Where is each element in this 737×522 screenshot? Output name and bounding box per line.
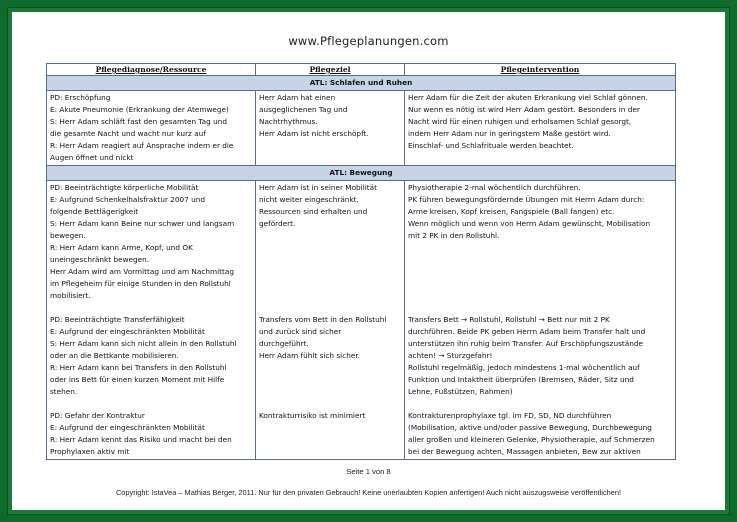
blank-line — [408, 302, 672, 314]
cell-line: ausgeglichenen Tag und — [259, 105, 348, 114]
cell-line: bei der Bewegung achten, Massagen anbieten, Bew zur aktiven — [408, 447, 641, 456]
cell-line: oder an die Bettkante mobilisieren. — [50, 351, 179, 360]
blank-line — [259, 278, 401, 290]
cell-line: Nachtrhythmus. — [259, 117, 318, 126]
page-number: Seite 1 von 8 — [346, 467, 391, 476]
cell-line: R: Herr Adam kann bei Transfers in den Rollstuhl — [50, 363, 227, 372]
cell-line: Herr Adam fühlt sich sicher. — [259, 351, 360, 360]
section-title: ATL: Schlafen und Ruhen — [47, 76, 676, 91]
site-url: www.Pflegeplanungen.com — [288, 34, 449, 48]
cell-line: S: Herr Adam schläft fast den gesamten Tag und — [50, 117, 227, 126]
cell-line: Prophylaxen aktiv mit — [50, 447, 130, 456]
copyright-notice: Copyright: IstaVea – Mathias Berger, 2011. Nur für den privaten Gebrauch! Keine unerlaubten Kopien anfertigen! Auch nicht auszugsweise veröffentlichen! — [115, 488, 622, 497]
cell-line: Nur wenn es nötig ist wird Herr Adam gestört. Besonders in der — [408, 105, 640, 114]
cell-line: Arme kreisen, Kopf kreisen, Fangspiele (Ball fangen) etc. — [408, 207, 615, 216]
cell-line: und zurück sind sicher — [259, 327, 342, 336]
blank-line — [50, 398, 252, 410]
cell-line: S: Herr Adam kann Beine nur schwer und langsam — [50, 219, 235, 228]
cell-line: Transfers vom Bett in den Rollstuhl — [259, 315, 387, 324]
cell-line: stehen. — [50, 387, 78, 396]
cell-line: R: Herr Adam kennt das Risiko und macht bei den — [50, 435, 232, 444]
blank-line — [259, 386, 401, 398]
blank-line — [50, 302, 252, 314]
cell-line: E: Aufgrund der eingeschränkten Mobilität — [50, 327, 205, 336]
table-header-row — [47, 64, 676, 76]
cell-line: oder ins Bett für einen kurzen Moment mit Hilfe — [50, 375, 225, 384]
cell-line: uneingeschränkt bewegen. — [50, 255, 150, 264]
cell-line: Transfers Bett → Rollstuhl, Rollstuhl → Bett nur mit 2 PK — [408, 315, 610, 324]
cell-line: Augen öffnet und nickt — [50, 153, 134, 162]
cell-line: achten! → Sturzgefahr! — [408, 351, 493, 360]
blank-line — [259, 266, 401, 278]
cell-diagnose — [47, 91, 256, 166]
cell-line: E: Aufgrund Schenkelhalsfraktur 2007 und — [50, 195, 206, 204]
cell-line: PK führen bewegungsfördernde Übungen mit Herrn Adam durch: — [408, 195, 645, 204]
cell-line: mit 2 PK in den Rollstuhl. — [408, 231, 500, 240]
cell-line: PD: Beeinträchtigte Transferfähigkeit — [50, 315, 185, 324]
cell-line: PD: Erschöpfung — [50, 93, 111, 102]
cell-line: R: Herr Adam kann Arme, Kopf, und OK — [50, 243, 193, 252]
cell-line: PD: Gefahr der Kontraktur — [50, 411, 145, 420]
cell-line: R: Herr Adam reagiert auf Ansprache indem er die — [50, 141, 234, 150]
cell-line: durchgeführt. — [259, 339, 309, 348]
cell-diagnose — [47, 181, 256, 460]
blank-line — [408, 290, 672, 302]
cell-ziel — [256, 181, 405, 460]
cell-intervention — [405, 181, 676, 460]
cell-line: E: Aufgrund der eingeschränkten Mobilität — [50, 423, 205, 432]
header-ziel: Pflegeziel — [256, 64, 405, 76]
cell-line: Lehne, Fußstützen, Rahmen) — [408, 387, 513, 396]
cell-line: Herr Adam ist nicht erschöpft. — [259, 129, 369, 138]
section-title: ATL: Bewegung — [47, 166, 676, 181]
cell-line: S: Herr Adam kann sich nicht allein in den Rollstuhl — [50, 339, 237, 348]
cell-line: Rollstuhl regelmäßig, jedoch mindestens 1-mal wöchentlich auf — [408, 363, 640, 372]
cell-line: Einschlaf- und Schlafrituale werden beachtet. — [408, 141, 574, 150]
blank-line — [408, 398, 672, 410]
cell-line: Herr Adam ist in seiner Mobilität — [259, 183, 377, 192]
cell-line: (Mobilisation, aktive und/oder passive Bewegung, Durchbewegung — [408, 423, 652, 432]
cell-line: Herr Adam wird am Vormittag und am Nachmittag — [50, 267, 234, 276]
header-intervention: Pflegeintervention — [405, 64, 676, 76]
cell-line: E: Akute Pneumonie (Erkrankung der Atemwege) — [50, 105, 229, 114]
cell-line: gefördert. — [259, 219, 296, 228]
cell-line: die gesamte Nacht und wacht nur kurz auf — [50, 129, 206, 138]
blank-line — [259, 290, 401, 302]
table-row — [47, 181, 676, 460]
cell-line: folgende Bettlägerigkeit — [50, 207, 139, 216]
cell-line: indem Herr Adam nur in geringstem Maße gestört wird. — [408, 129, 611, 138]
cell-intervention — [405, 91, 676, 166]
document-page — [12, 12, 725, 510]
cell-line: PD: Beeinträchtigte körperliche Mobilität — [50, 183, 199, 192]
blank-line — [259, 374, 401, 386]
cell-line: Herr Adam hat einen — [259, 93, 336, 102]
section-header-row — [47, 76, 676, 91]
cell-line: Kontrakturrisiko ist minimiert — [259, 411, 366, 420]
cell-line: Physiotherapie 2-mal wöchentlich durchführen. — [408, 183, 581, 192]
blank-line — [408, 266, 672, 278]
blank-line — [259, 242, 401, 254]
cell-line: Nacht wird für einen ruhigen und erholsamen Schlaf gesorgt, — [408, 117, 632, 126]
cell-ziel — [256, 91, 405, 166]
cell-line: unterstützen ihn ruhig beim Transfer. Auf Erschöpfungszustände — [408, 339, 643, 348]
cell-line: aller großen und kleineren Gelenke, Physiotherapie, auf Schmerzen — [408, 435, 655, 444]
cell-line: durchführen. Beide PK geben Herrn Adam beim Transfer halt und — [408, 327, 646, 336]
blank-line — [259, 302, 401, 314]
blank-line — [259, 230, 401, 242]
blank-line — [408, 242, 672, 254]
cell-line: Herr Adam für die Zeit der akuten Erkrankung viel Schlaf gönnen. — [408, 93, 648, 102]
care-plan-table — [46, 63, 676, 460]
blank-line — [408, 254, 672, 266]
table-body — [47, 76, 676, 460]
cell-line: nicht weiter eingeschränkt. — [259, 195, 359, 204]
blank-line — [259, 398, 401, 410]
header-diagnose: Pflegediagnose/Ressource — [47, 64, 256, 76]
section-header-row — [47, 166, 676, 181]
blank-line — [259, 254, 401, 266]
cell-line: Funktion und Intaktheit überprüfen (Bremsen, Räder, Sitz und — [408, 375, 634, 384]
cell-line: bewegen. — [50, 231, 86, 240]
cell-line: Kontrakturenprophylaxe tgl. im FD, SD, ND durchführen — [408, 411, 612, 420]
blank-line — [259, 362, 401, 374]
cell-line: Ressourcen sind erhalten und — [259, 207, 368, 216]
table-row — [47, 91, 676, 166]
cell-line: Wenn möglich und wenn von Herrn Adam gewünscht, Mobilisation — [408, 219, 651, 228]
cell-line: mobilisiert. — [50, 291, 91, 300]
cell-line: im Pflegeheim für einige Stunden in den Rollstuhl — [50, 279, 231, 288]
blank-line — [408, 278, 672, 290]
